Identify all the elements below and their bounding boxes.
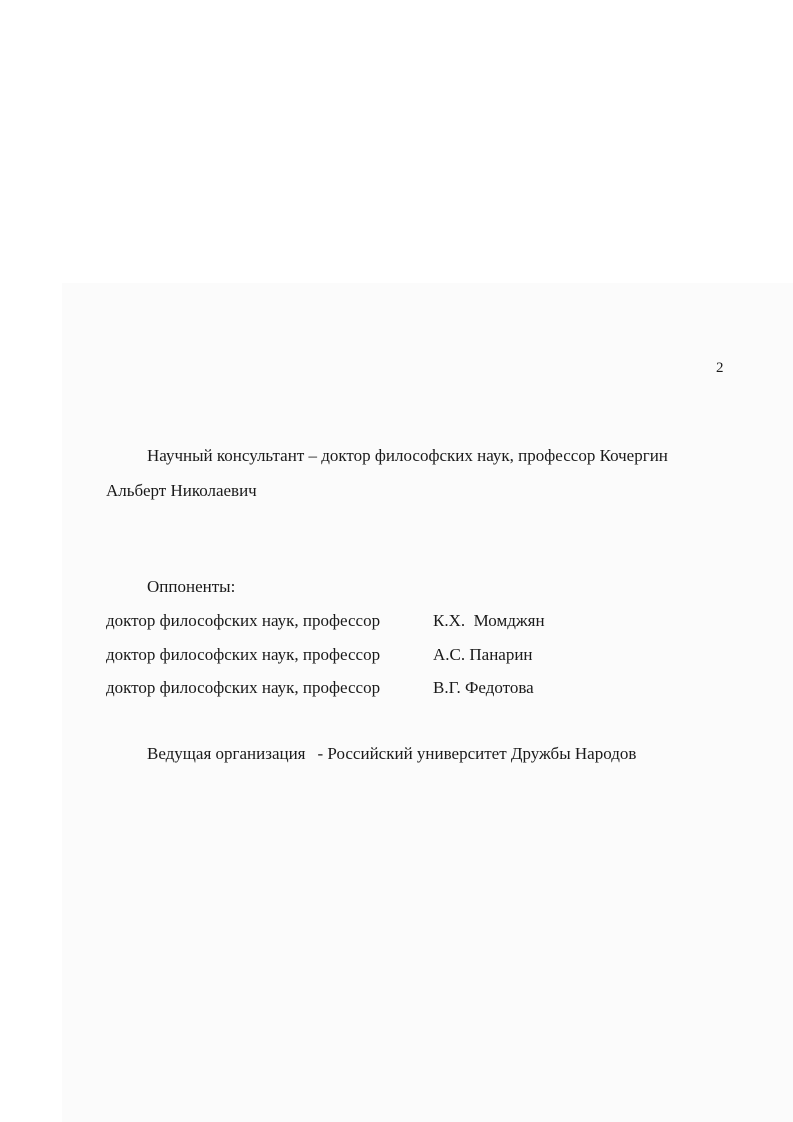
opponent-3-name: В.Г. Федотова bbox=[433, 678, 534, 697]
page-number: 2 bbox=[716, 360, 724, 376]
opponent-1-degree: доктор философских наук, профессор bbox=[106, 611, 381, 630]
opponent-2-degree: доктор философских наук, профессор bbox=[106, 645, 381, 664]
consultant-line-1: Научный консультант – доктор философских наук, профессор Кочергин bbox=[147, 446, 668, 465]
leading-organization bbox=[147, 744, 636, 764]
leading-organization-label: Ведущая организация bbox=[147, 744, 306, 763]
opponent-3-degree: доктор философских наук, профессор bbox=[106, 678, 381, 697]
opponent-2-name: А.С. Панарин bbox=[433, 645, 533, 664]
opponents-heading: Оппоненты: bbox=[147, 577, 236, 596]
leading-organization-value: - Российский университет Дружбы Народов bbox=[317, 744, 637, 763]
opponent-1-name: К.Х. Момджян bbox=[433, 611, 545, 630]
consultant-line-2: Альберт Николаевич bbox=[106, 481, 257, 500]
scanned-area bbox=[62, 283, 793, 1122]
